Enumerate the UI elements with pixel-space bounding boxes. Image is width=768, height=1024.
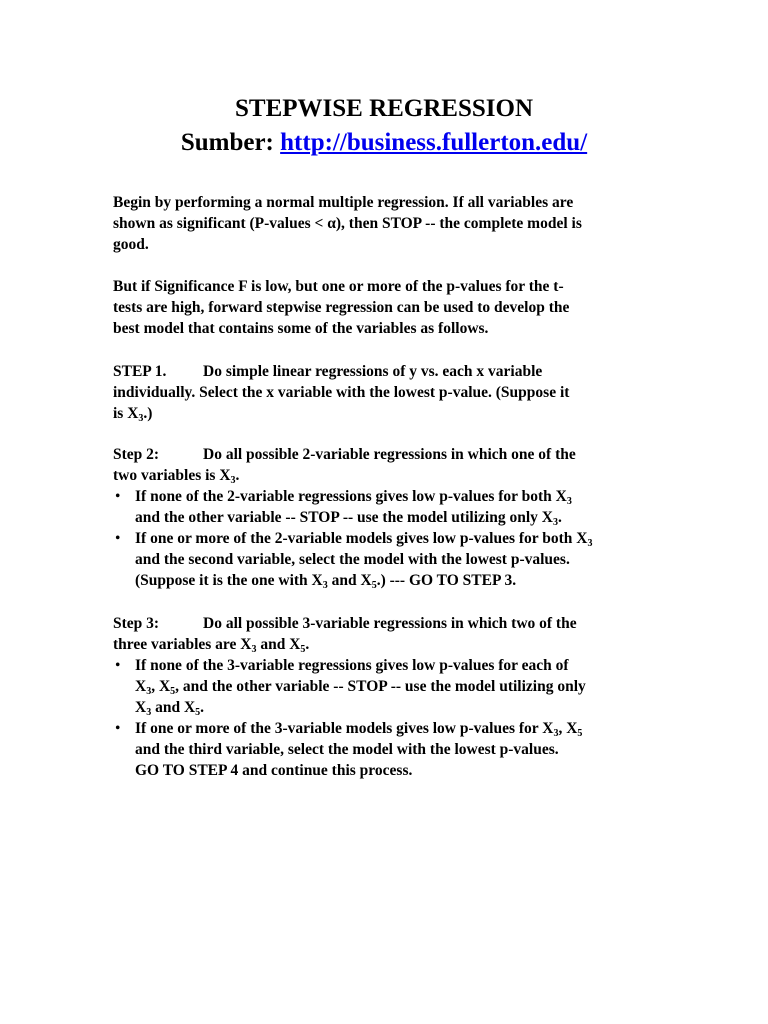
bullet-icon: • bbox=[115, 530, 121, 547]
list-item: • If one or more of the 2-variable models gives low p-values for both $X_3$ and the second variable, select the model with the lowest p-values. (Suppose it is the one with $X_3$ and $X_5$.) --- GO TO STEP 3. bbox=[115, 530, 593, 591]
intro-line-2: shown as significant (P-values < α), then STOP -- the complete model is bbox=[113, 215, 582, 232]
step-1-line-3: is $X_3$.) bbox=[113, 405, 153, 424]
step-2-line-1: Step 2: Do all possible 2-variable regressions in which one of the bbox=[113, 446, 576, 463]
list-item: • If none of the 3-variable regressions gives low p-values for each of $X_3$, $X_5$, and the other variable -- STOP -- use the model utilizing only $X_3$ and $X_5$. bbox=[115, 657, 586, 718]
step-3-section bbox=[113, 613, 673, 781]
condition-line-3: best model that contains some of the variables as follows. bbox=[113, 320, 489, 337]
source-line bbox=[0, 126, 768, 160]
step-3-label: Step 3: bbox=[113, 615, 160, 632]
step-1-label: STEP 1. bbox=[113, 363, 167, 380]
bullet-icon: • bbox=[115, 488, 121, 505]
bullet-icon: • bbox=[115, 657, 121, 674]
source-link[interactable]: http://business.fullerton.edu/ bbox=[280, 129, 588, 156]
step-1-line-2: individually. Select the x variable with the lowest p-value. (Suppose it bbox=[113, 384, 570, 401]
step-2-line-2: two variables is $X_3$. bbox=[113, 467, 240, 486]
step-2-label: Step 2: bbox=[113, 446, 160, 463]
intro-line-1: Begin by performing a normal multiple regression. If all variables are bbox=[113, 194, 574, 211]
intro-paragraph bbox=[113, 192, 673, 255]
condition-line-1: But if Significance F is low, but one or more of the p-values for the t- bbox=[113, 278, 564, 295]
intro-line-3: good. bbox=[113, 236, 149, 253]
step-2-section bbox=[113, 444, 673, 591]
list-item: • If none of the 2-variable regressions gives low p-values for both $X_3$ and the other variable -- STOP -- use the model utilizing only $X_3$. bbox=[115, 488, 572, 528]
list-item: • If one or more of the 3-variable models gives low p-values for $X_3$, $X_5$ and the third variable, select the model with the lowest p-values. GO TO STEP 4 and continue this process. bbox=[115, 720, 583, 779]
title-heading: STEPWISE REGRESSION bbox=[234, 95, 534, 122]
condition-line-2: tests are high, forward stepwise regression can be used to develop the bbox=[113, 299, 570, 316]
step-3-line-1: Step 3: Do all possible 3-variable regressions in which two of the bbox=[113, 615, 577, 632]
condition-paragraph bbox=[113, 276, 673, 339]
source-label: Sumber: bbox=[180, 129, 281, 156]
step-3-line-2: three variables are $X_3$ and $X_5$. bbox=[113, 636, 310, 655]
step-1-line-1: STEP 1. Do simple linear regressions of y vs. each x variable bbox=[113, 363, 543, 380]
step-1-section bbox=[113, 361, 673, 424]
bullet-icon: • bbox=[115, 720, 121, 737]
document-title bbox=[0, 92, 768, 160]
